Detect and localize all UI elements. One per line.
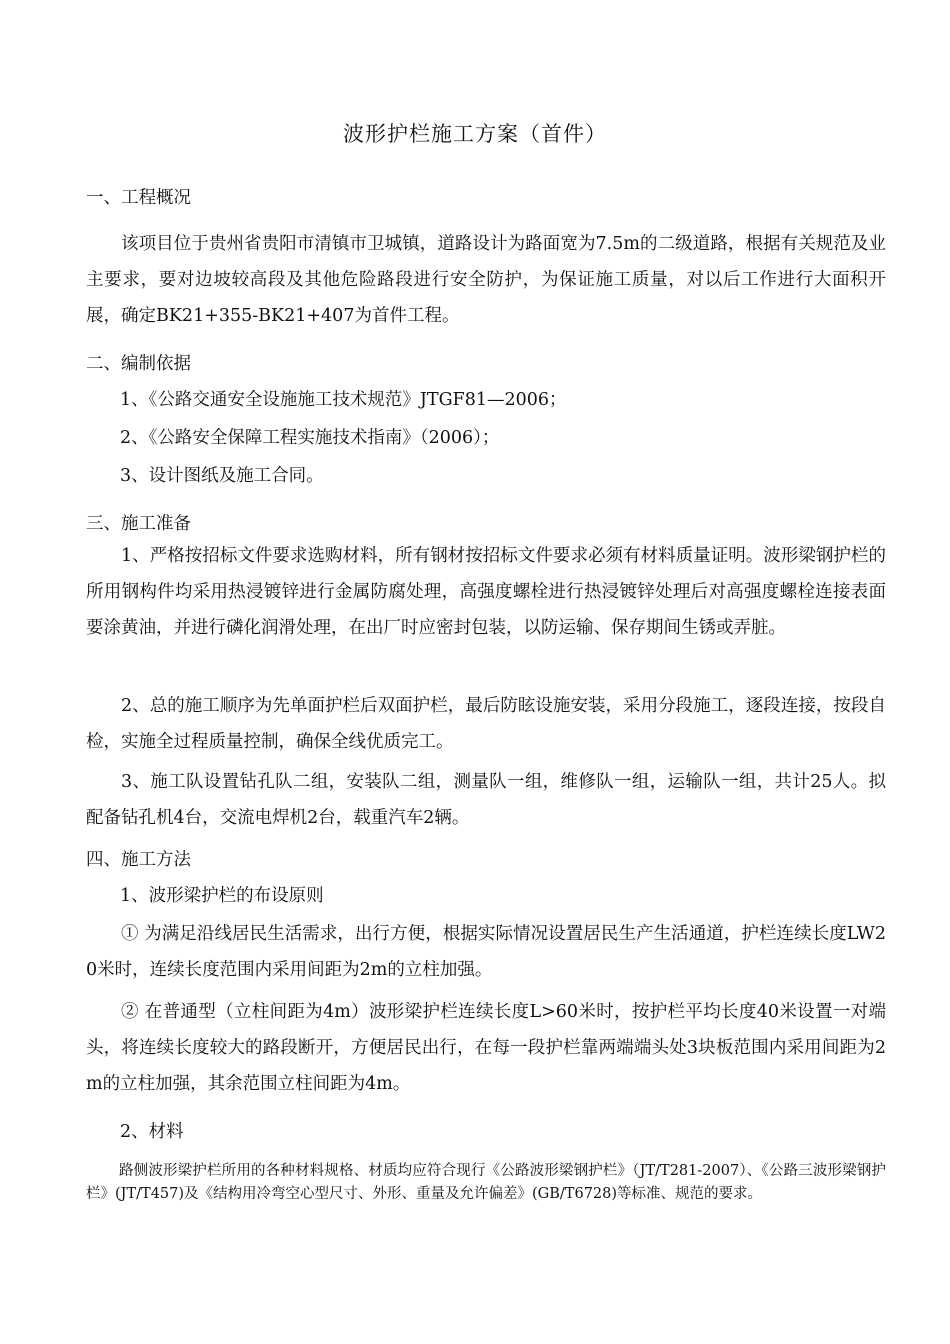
section-heading-preparation: 三、施工准备: [86, 514, 191, 534]
section-heading-method: 四、施工方法: [86, 850, 191, 870]
section-heading-basis: 二、编制依据: [86, 354, 191, 374]
document-title: 波形护栏施工方案（首件）: [343, 122, 607, 146]
section-heading-overview: 一、工程概况: [86, 188, 191, 208]
method-subheading-materials: 2、材料: [120, 1122, 184, 1142]
method-point-2: ② 在普通型（立柱间距为4m）波形梁护栏连续长度L>60米时，按护栏平均长度40米设置一对端头，将连续长度较大的路段断开，方便居民出行，在每一段护栏靠两端端头处3块板范围内采用间距为2m的立柱加强，其余范围立柱间距为4m。: [86, 1002, 886, 1094]
method-subheading-layout: 1、波形梁护栏的布设原则: [120, 886, 324, 906]
overview-paragraph: 该项目位于贵州省贵阳市清镇市卫城镇，道路设计为路面宽为7.5m的二级道路，根据有关规范及业主要求，要对边坡较高段及其他危险路段进行安全防护，为保证施工质量，对以后工作进行大面积开展，确定BK21+355-BK21+407为首件工程。: [86, 234, 886, 326]
preparation-paragraph-3: 3、施工队设置钻孔队二组，安装队二组，测量队一组，维修队一组，运输队一组，共计25人。拟配备钻孔机4台，交流电焊机2台，载重汽车2辆。: [86, 772, 886, 828]
preparation-paragraph-1: 1、严格按招标文件要求选购材料，所有钢材按招标文件要求必须有材料质量证明。波形梁钢护栏的所用钢构件均采用热浸镀锌进行金属防腐处理，高强度螺栓进行热浸镀锌处理后对高强度螺栓连接表面要涂黄油，并进行磷化润滑处理，在出厂时应密封包装，以防运输、保存期间生锈或弄脏。: [86, 546, 886, 638]
basis-item-3: 3、设计图纸及施工合同。: [120, 466, 324, 486]
materials-paragraph: 路侧波形梁护栏所用的各种材料规格、材质均应符合现行《公路波形梁钢护栏》（JT/T281-2007）、《公路三波形梁钢护栏》(JT/T457)及《结构用冷弯空心型尺寸、外形、重量及允许偏差》(GB/T6728)等标准、规范的要求。: [86, 1163, 886, 1202]
preparation-paragraph-2: 2、总的施工顺序为先单面护栏后双面护栏，最后防眩设施安装，采用分段施工，逐段连接，按段自检，实施全过程质量控制，确保全线优质完工。: [86, 696, 886, 752]
method-point-1: ① 为满足沿线居民生活需求，出行方便，根据实际情况设置居民生产生活通道，护栏连续长度LW20米时，连续长度范围内采用间距为2m的立柱加强。: [86, 924, 886, 980]
basis-item-1: 1、《公路交通安全设施施工技术规范》JTGF81—2006；: [120, 390, 567, 410]
basis-item-2: 2、《公路安全保障工程实施技术指南》（2006）；: [120, 428, 500, 448]
